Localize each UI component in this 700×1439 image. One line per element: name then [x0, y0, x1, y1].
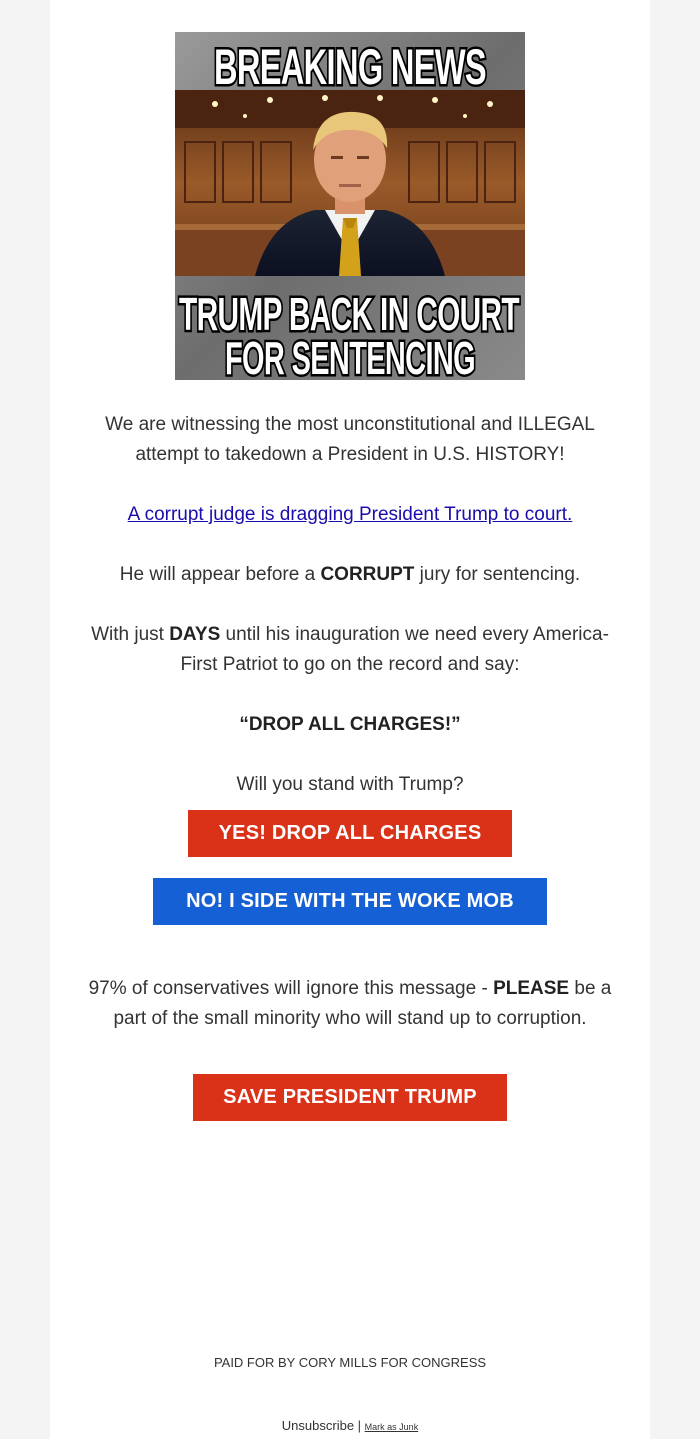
- jury-post-text: jury for sentencing.: [414, 564, 581, 585]
- email-body: [50, 0, 650, 1439]
- intro-paragraph: [50, 410, 650, 470]
- days-line-2: First Patriot to go on the record and say:: [180, 654, 520, 675]
- link-paragraph: [50, 500, 650, 530]
- headline-bottom-line-2: FOR SENTENCING: [225, 332, 475, 384]
- jury-bold-text: CORRUPT: [320, 564, 415, 585]
- mark-as-junk-link[interactable]: Mark as Junk: [364, 1422, 419, 1432]
- yes-drop-charges-button[interactable]: YES! DROP ALL CHARGES: [188, 810, 512, 857]
- footer-separator: |: [354, 1418, 365, 1433]
- headline-bottom-line-1: TRUMP BACK IN COURT: [179, 288, 520, 340]
- days-post-text: until his inauguration we need every America-: [220, 624, 609, 645]
- jury-pre-text: He will appear before a: [119, 564, 321, 585]
- footer-links: [50, 1417, 650, 1436]
- ignore-paragraph: [50, 974, 650, 1034]
- unsubscribe-link[interactable]: Unsubscribe: [281, 1418, 355, 1433]
- no-woke-mob-button[interactable]: NO! I SIDE WITH THE WOKE MOB: [153, 878, 547, 925]
- intro-line-1: We are witnessing the most unconstitutional and ILLEGAL: [105, 414, 595, 435]
- save-president-button[interactable]: SAVE PRESIDENT TRUMP: [193, 1074, 507, 1121]
- breaking-news-image[interactable]: [175, 32, 525, 384]
- question-paragraph: [50, 770, 650, 800]
- headline-top: BREAKING NEWS: [214, 39, 486, 95]
- drop-all-charges-quote: “DROP ALL CHARGES!”: [239, 714, 461, 735]
- ignore-bold-text: PLEASE: [493, 978, 570, 999]
- ignore-pre-text: 97% of conservatives will ignore this message -: [88, 978, 494, 999]
- quote-paragraph: [50, 710, 650, 740]
- days-bold-text: DAYS: [169, 624, 221, 645]
- paid-for-disclaimer: PAID FOR BY CORY MILLS FOR CONGRESS: [213, 1355, 487, 1370]
- days-pre-text: With just: [91, 624, 170, 645]
- jury-paragraph: [50, 560, 650, 590]
- intro-line-2: attempt to takedown a President in U.S. HISTORY!: [135, 444, 565, 465]
- stand-with-trump-question: Will you stand with Trump?: [236, 774, 464, 795]
- ignore-post-text: be a: [569, 978, 612, 999]
- corrupt-judge-link[interactable]: A corrupt judge is dragging President Trump to court.: [127, 504, 573, 525]
- ignore-line-2: part of the small minority who will stand up to corruption.: [113, 1008, 587, 1029]
- days-paragraph: [50, 620, 650, 680]
